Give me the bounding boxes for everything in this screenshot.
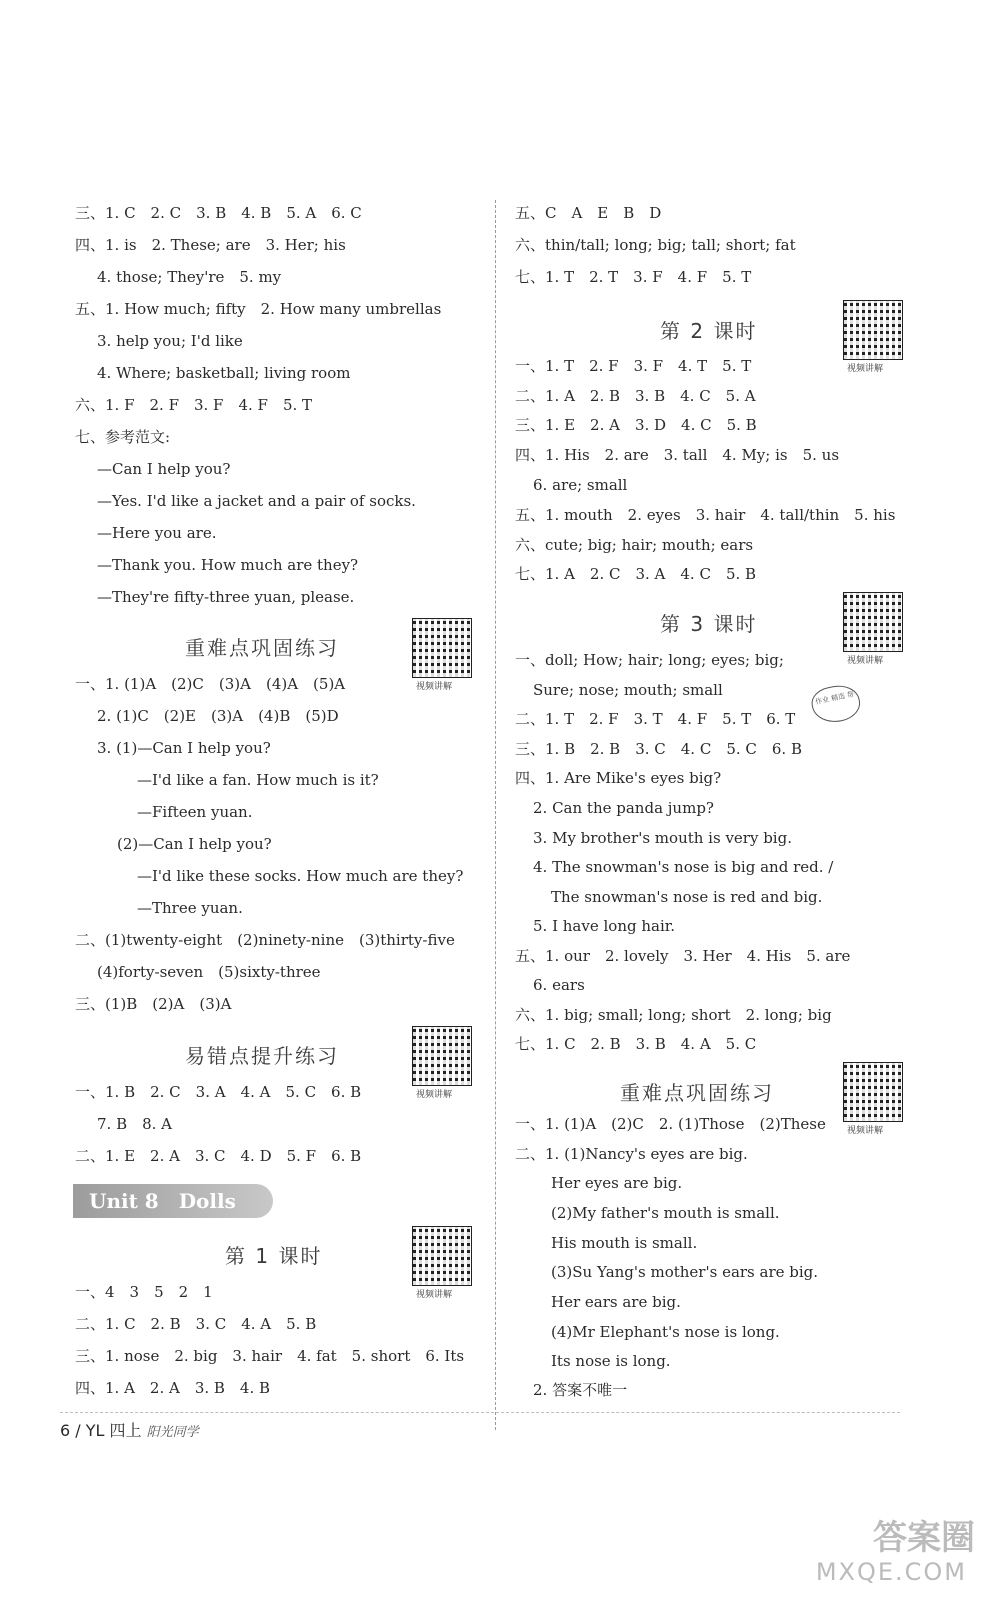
- answer-line: 五、1. mouth 2. eyes 3. hair 4. tall/thin 5. his: [515, 506, 896, 524]
- section-heading-key-points-2: 重难点巩固练习: [620, 1081, 774, 1105]
- answer-line: 四、1. Are Mike's eyes big?: [515, 769, 722, 787]
- qr-code-icon[interactable]: [843, 592, 903, 652]
- answer-line: 2. 答案不唯一: [533, 1381, 628, 1399]
- answer-line: 六、1. F 2. F 3. F 4. F 5. T: [75, 396, 313, 414]
- qr-caption: 视频讲解: [416, 1290, 453, 1300]
- answer-line: The snowman's nose is red and big.: [551, 888, 823, 906]
- answer-line: 二、1. C 2. B 3. C 4. A 5. B: [75, 1315, 317, 1333]
- answer-line: 二、1. A 2. B 3. B 4. C 5. A: [515, 387, 756, 405]
- answer-line: 三、1. E 2. A 3. D 4. C 5. B: [515, 416, 757, 434]
- answer-line: 六、thin/tall; long; big; tall; short; fat: [515, 236, 796, 254]
- answer-line: 一、1. B 2. C 3. A 4. A 5. C 6. B: [75, 1083, 362, 1101]
- answer-line: 7. B 8. A: [97, 1115, 173, 1133]
- answer-line: 三、1. C 2. C 3. B 4. B 5. A 6. C: [75, 204, 362, 222]
- answer-line: 七、1. C 2. B 3. B 4. A 5. C: [515, 1035, 757, 1053]
- answer-line: 四、1. is 2. These; are 3. Her; his: [75, 236, 346, 254]
- qr-caption: 视频讲解: [416, 682, 453, 692]
- answer-line: 4. Where; basketball; living room: [97, 364, 351, 382]
- answer-line: 一、1. (1)A (2)C 2. (1)Those (2)These: [515, 1115, 826, 1133]
- footer-divider: [60, 1412, 900, 1413]
- section-heading-error-points: 易错点提升练习: [185, 1044, 339, 1068]
- answer-line: 6. ears: [533, 976, 585, 994]
- answer-line: His mouth is small.: [551, 1234, 698, 1252]
- answer-line: 3. help you; I'd like: [97, 332, 243, 350]
- answer-line: 2. (1)C (2)E (3)A (4)B (5)D: [97, 707, 339, 725]
- unit-banner: Unit 8 Dolls: [73, 1184, 273, 1218]
- stamp-mark: [809, 681, 863, 726]
- page-number: 6 / YL 四上: [60, 1421, 142, 1440]
- qr-code-icon[interactable]: [843, 300, 903, 360]
- stamp-text: 作业 精选 帮: [814, 690, 855, 707]
- qr-code-icon[interactable]: [412, 618, 472, 678]
- answer-line: —I'd like a fan. How much is it?: [137, 771, 379, 789]
- answer-line: 五、C A E B D: [515, 204, 662, 222]
- answer-line: 五、1. our 2. lovely 3. Her 4. His 5. are: [515, 947, 851, 965]
- watermark-url: MXQE.COM: [815, 1558, 967, 1586]
- answer-line: —Here you are.: [97, 524, 217, 542]
- brand-logo: 阳光同学: [146, 1425, 199, 1440]
- qr-caption: 视频讲解: [416, 1090, 453, 1100]
- qr-caption: 视频讲解: [847, 364, 884, 374]
- answer-line: Her eyes are big.: [551, 1174, 683, 1192]
- section-heading-lesson-2: 第 2 课时: [660, 319, 758, 343]
- answer-line: 一、4 3 5 2 1: [75, 1283, 213, 1301]
- qr-code-icon[interactable]: [412, 1226, 472, 1286]
- answer-line: (4)forty-seven (5)sixty-three: [97, 963, 321, 981]
- qr-caption: 视频讲解: [847, 656, 884, 666]
- answer-line: 4. those; They're 5. my: [97, 268, 282, 286]
- answer-line: Sure; nose; mouth; small: [533, 681, 723, 699]
- answer-line: (2)—Can I help you?: [117, 835, 272, 853]
- answer-line: 3. (1)—Can I help you?: [97, 739, 271, 757]
- answer-line: 四、1. His 2. are 3. tall 4. My; is 5. us: [515, 446, 840, 464]
- answer-line: (4)Mr Elephant's nose is long.: [551, 1323, 780, 1341]
- section-heading-lesson-3: 第 3 课时: [660, 612, 758, 636]
- answer-line: 2. Can the panda jump?: [533, 799, 714, 817]
- answer-line: 六、cute; big; hair; mouth; ears: [515, 536, 754, 554]
- answer-line: 一、doll; How; hair; long; eyes; big;: [515, 651, 784, 669]
- answer-line: 三、1. nose 2. big 3. hair 4. fat 5. short 6. Its: [75, 1347, 465, 1365]
- column-divider: [495, 200, 496, 1430]
- answer-line: 四、1. A 2. A 3. B 4. B: [75, 1379, 271, 1397]
- answer-line: 4. The snowman's nose is big and red. /: [533, 858, 834, 876]
- answer-line: —They're fifty-three yuan, please.: [97, 588, 355, 606]
- page-footer: [60, 1418, 199, 1441]
- answer-line: 二、(1)twenty-eight (2)ninety-nine (3)thirty-five: [75, 931, 455, 949]
- answer-line: —I'd like these socks. How much are they?: [137, 867, 464, 885]
- answer-line: —Fifteen yuan.: [137, 803, 253, 821]
- answer-line: 一、1. T 2. F 3. F 4. T 5. T: [515, 357, 752, 375]
- answer-line: (3)Su Yang's mother's ears are big.: [551, 1263, 819, 1281]
- answer-line: 七、1. A 2. C 3. A 4. C 5. B: [515, 565, 757, 583]
- answer-line: 二、1. E 2. A 3. C 4. D 5. F 6. B: [75, 1147, 362, 1165]
- answer-line: 3. My brother's mouth is very big.: [533, 829, 792, 847]
- answer-line: 三、(1)B (2)A (3)A: [75, 995, 232, 1013]
- watermark-logo: 答案圈: [873, 1518, 975, 1558]
- answer-line: —Can I help you?: [97, 460, 231, 478]
- answer-line: —Three yuan.: [137, 899, 243, 917]
- answer-line: 二、1. (1)Nancy's eyes are big.: [515, 1145, 748, 1163]
- answer-line: 六、1. big; small; long; short 2. long; big: [515, 1006, 832, 1024]
- answer-line: 五、1. How much; fifty 2. How many umbrellas: [75, 300, 442, 318]
- answer-line: —Yes. I'd like a jacket and a pair of socks.: [97, 492, 416, 510]
- section-heading-lesson-1: 第 1 课时: [225, 1244, 323, 1268]
- answer-line: 三、1. B 2. B 3. C 4. C 5. C 6. B: [515, 740, 802, 758]
- answer-line: —Thank you. How much are they?: [97, 556, 359, 574]
- answer-line: Its nose is long.: [551, 1352, 671, 1370]
- answer-line: 二、1. T 2. F 3. T 4. F 5. T 6. T: [515, 710, 796, 728]
- qr-caption: 视频讲解: [847, 1126, 884, 1136]
- answer-line: 七、参考范文:: [75, 428, 171, 446]
- answer-line: Her ears are big.: [551, 1293, 681, 1311]
- answer-line: 6. are; small: [533, 476, 628, 494]
- section-heading-key-points: 重难点巩固练习: [185, 636, 339, 660]
- qr-code-icon[interactable]: [412, 1026, 472, 1086]
- answer-line: 一、1. (1)A (2)C (3)A (4)A (5)A: [75, 675, 346, 693]
- answer-line: 5. I have long hair.: [533, 917, 676, 935]
- qr-code-icon[interactable]: [843, 1062, 903, 1122]
- answer-line: (2)My father's mouth is small.: [551, 1204, 780, 1222]
- answer-line: 七、1. T 2. T 3. F 4. F 5. T: [515, 268, 752, 286]
